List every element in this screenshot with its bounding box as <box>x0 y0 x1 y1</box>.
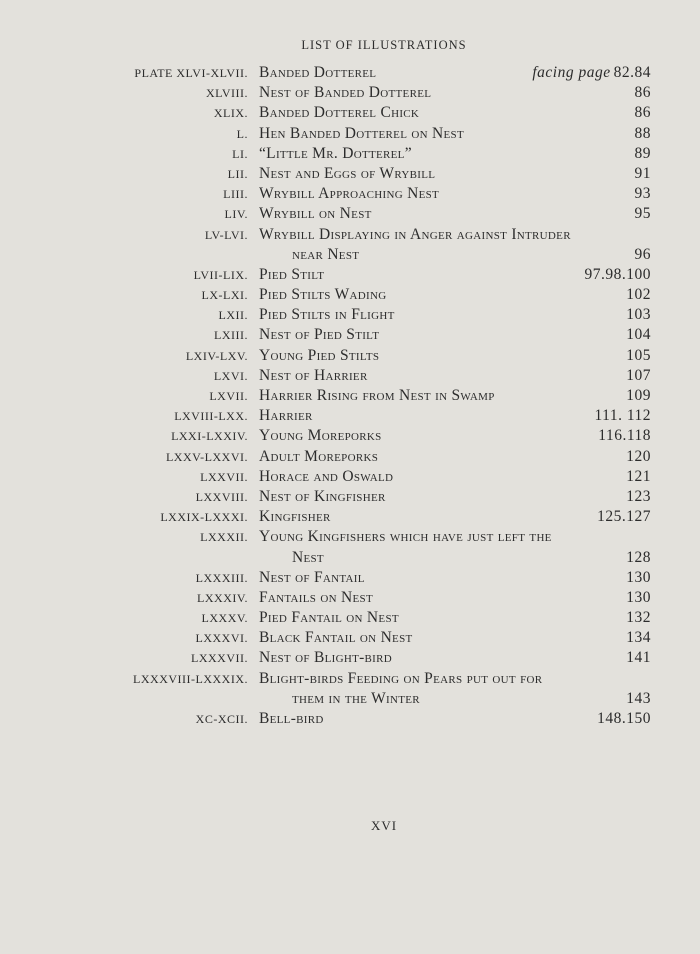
plate-number: LXXV-LXXVI. <box>165 449 248 464</box>
page-number-value: 141 <box>626 649 651 667</box>
page-number-value: 107 <box>626 366 651 384</box>
page-number-value: 132 <box>626 609 651 627</box>
page-number-value: 130 <box>626 568 651 586</box>
page-reference <box>598 427 651 445</box>
page-header: LIST OF ILLUSTRATIONS <box>301 38 467 52</box>
illustration-title: Nest of Harrier <box>259 366 368 384</box>
list-entry <box>0 165 700 185</box>
entry-line <box>0 448 700 468</box>
illustration-title: Adult Moreporks <box>259 447 379 465</box>
list-entry <box>0 710 700 730</box>
list-entry <box>0 306 700 326</box>
plate-number: LXXXVI. <box>195 631 248 646</box>
entry-line <box>0 226 700 246</box>
illustration-title: Pied Stilt <box>259 265 325 283</box>
page-number-value: 111. 112 <box>594 407 651 425</box>
page-reference <box>626 448 651 466</box>
plate-number: LXXXIV. <box>197 590 248 605</box>
entry-line <box>0 266 700 286</box>
page-number-value: 120 <box>626 447 651 465</box>
list-entry <box>0 528 700 568</box>
list-entry <box>0 649 700 669</box>
entry-line <box>0 710 700 730</box>
page-reference <box>626 286 651 304</box>
page-reference <box>626 488 651 506</box>
entry-line <box>0 306 700 326</box>
illustration-title: Horace and Oswald <box>259 467 394 485</box>
page-reference <box>594 407 651 425</box>
list-entry <box>0 488 700 508</box>
illustration-title: Nest of Kingfisher <box>259 487 386 505</box>
plate-number: LXXXVIII-LXXXIX. <box>133 671 248 686</box>
plate-number: LIII. <box>223 187 248 202</box>
illustration-title: Nest of Banded Dotterel <box>259 84 432 102</box>
facing-page-label: facing page <box>532 64 611 81</box>
entry-line <box>0 165 700 185</box>
page-number-value: 88 <box>634 124 651 142</box>
illustration-title: Nest <box>292 548 324 566</box>
plate-number: LXXI-LXXIV. <box>171 429 248 444</box>
list-entry <box>0 104 700 124</box>
plate-number: LXXVII. <box>200 469 248 484</box>
entry-line <box>0 286 700 306</box>
illustration-title: near Nest <box>292 245 360 263</box>
illustration-title: Young Kingfishers which have just left the <box>259 528 552 546</box>
page-number-value: 86 <box>634 84 651 102</box>
entry-line <box>0 670 700 690</box>
entry-line <box>0 528 700 548</box>
list-entry <box>0 387 700 407</box>
page-reference <box>626 690 651 708</box>
illustration-title: Nest of Pied Stilt <box>259 326 380 344</box>
page-reference <box>635 246 652 264</box>
illustration-title: Kingfisher <box>259 508 331 526</box>
list-entry <box>0 367 700 387</box>
page-reference <box>635 84 652 102</box>
plate-number: XLVIII. <box>205 86 248 101</box>
plate-number: XLIX. <box>213 106 248 121</box>
illustration-title: Nest of Blight-bird <box>259 649 393 667</box>
entry-line <box>0 326 700 346</box>
list-entry <box>0 670 700 710</box>
page-reference <box>635 185 652 203</box>
plate-number: LXXXIII. <box>195 570 248 585</box>
illustration-title: Pied Fantail on Nest <box>259 609 399 627</box>
page-number-value: 125.127 <box>597 508 651 526</box>
illustration-title: Banded Dotterel Chick <box>259 104 420 122</box>
plate-number: LXXVIII. <box>195 489 248 504</box>
plate-number: LXVIII-LXX. <box>174 409 248 424</box>
plate-number: LX-LXI. <box>201 288 248 303</box>
entry-line <box>0 427 700 447</box>
illustration-title: Bell-bird <box>259 710 324 727</box>
page-reference <box>626 347 651 365</box>
page-reference <box>635 145 652 163</box>
entry-line <box>0 185 700 205</box>
list-entry <box>0 205 700 225</box>
illustration-title: Black Fantail on Nest <box>259 629 413 647</box>
plate-number: LVII-LIX. <box>193 267 248 282</box>
entry-line <box>0 629 700 649</box>
page-number-value: 116.118 <box>598 427 651 445</box>
list-entry <box>0 226 700 266</box>
list-entry <box>0 125 700 145</box>
entry-line <box>0 145 700 165</box>
list-entry <box>0 266 700 286</box>
plate-number: LV-LVI. <box>204 227 248 242</box>
plate-number: LXXXII. <box>200 530 248 545</box>
plate-number: LXXIX-LXXXI. <box>160 510 248 525</box>
illustration-title: Hen Banded Dotterel on Nest <box>259 124 464 142</box>
illustration-title: “Little Mr. Dotterel” <box>259 144 412 162</box>
illustration-title: Young Pied Stilts <box>259 346 380 364</box>
list-entry <box>0 407 700 427</box>
page-number-value: 82.84 <box>613 64 651 81</box>
page-number-value: 96 <box>634 245 651 263</box>
page-reference <box>597 508 651 526</box>
list-entry <box>0 468 700 488</box>
page-number-value: 148.150 <box>597 710 651 727</box>
page-reference <box>626 609 651 627</box>
page-number-value: 128 <box>626 548 651 566</box>
list-entry <box>0 286 700 306</box>
entry-line <box>0 64 700 84</box>
plate-number: LXXXVII. <box>191 651 248 666</box>
list-entry <box>0 427 700 447</box>
entry-line <box>0 549 700 569</box>
list-entry <box>0 629 700 649</box>
page-number-value: 123 <box>626 487 651 505</box>
entry-line <box>0 468 700 488</box>
page-number-value: 91 <box>634 164 651 182</box>
page-number-value: 93 <box>634 185 651 203</box>
page-reference <box>626 569 651 587</box>
illustration-title: Fantails on Nest <box>259 588 373 606</box>
plate-number: LXIV-LXV. <box>185 348 248 363</box>
page-reference <box>635 165 652 183</box>
page-number-value: 109 <box>626 387 651 404</box>
page-reference <box>635 125 652 143</box>
page-reference <box>626 326 651 344</box>
list-entry <box>0 326 700 346</box>
page-reference <box>626 367 651 385</box>
illustration-title: Harrier Rising from Nest in Swamp <box>259 387 495 404</box>
list-entry <box>0 589 700 609</box>
page-reference <box>626 468 651 486</box>
list-entry <box>0 609 700 629</box>
illustration-title: Wrybill on Nest <box>259 205 372 223</box>
page-reference <box>626 549 651 567</box>
page-reference <box>626 629 651 647</box>
entry-line <box>0 488 700 508</box>
list-entry <box>0 185 700 205</box>
illustration-title: Young Moreporks <box>259 427 382 445</box>
entry-line <box>0 84 700 104</box>
page-number-value: 86 <box>634 104 651 122</box>
plate-number: LXII. <box>218 308 248 323</box>
page-reference <box>626 306 651 324</box>
entry-line <box>0 125 700 145</box>
plate-number: LII. <box>227 166 248 181</box>
plate-number: LIV. <box>224 207 248 222</box>
page-number-value: 89 <box>634 144 651 162</box>
illustrations-list <box>0 64 700 730</box>
entry-line <box>0 508 700 528</box>
illustration-title: Wrybill Displaying in Anger against Intruder <box>259 225 571 243</box>
illustration-title: Wrybill Approaching Nest <box>259 185 440 203</box>
page-reference <box>597 710 651 728</box>
list-entry <box>0 569 700 589</box>
plate-number: LXIII. <box>214 328 248 343</box>
page-reference <box>585 266 652 284</box>
illustration-title: Pied Stilts in Flight <box>259 306 395 324</box>
entry-line <box>0 609 700 629</box>
plate-number: LI. <box>232 146 248 161</box>
page-number-value: 134 <box>626 629 651 647</box>
page-number-value: 143 <box>626 689 651 707</box>
page-number-value: 105 <box>626 346 651 364</box>
plate-number: LXXXV. <box>201 611 248 626</box>
page-number-value: 97.98.100 <box>584 265 651 283</box>
page-number-value: 104 <box>626 326 651 344</box>
illustration-title: Nest and Eggs of Wrybill <box>259 164 436 182</box>
page-reference <box>626 387 651 405</box>
page-reference <box>626 649 651 667</box>
page-reference <box>635 104 652 122</box>
entry-line <box>0 649 700 669</box>
list-entry <box>0 347 700 367</box>
page-reference <box>635 205 652 223</box>
entry-line <box>0 367 700 387</box>
entry-line <box>0 690 700 710</box>
plate-number: XC-XCII. <box>195 712 248 726</box>
entry-line <box>0 347 700 367</box>
page-reference <box>626 589 651 607</box>
illustration-title: Banded Dotterel <box>259 64 377 81</box>
page-number: XVI <box>370 818 398 833</box>
list-entry <box>0 145 700 165</box>
illustration-title: Nest of Fantail <box>259 568 365 586</box>
page-number-value: 121 <box>626 467 651 485</box>
page-number-value: 102 <box>626 286 651 304</box>
plate-number: PLATE XLVI-XLVII. <box>134 66 248 80</box>
plate-number: LXVII. <box>209 389 248 403</box>
plate-number: LXVI. <box>213 368 248 383</box>
list-entry <box>0 448 700 468</box>
illustration-title: Blight-birds Feeding on Pears put out for <box>259 669 543 687</box>
illustration-title: Harrier <box>259 407 313 425</box>
page-number-value: 130 <box>626 588 651 606</box>
entry-line <box>0 104 700 124</box>
plate-number: L. <box>236 126 248 141</box>
entry-line <box>0 246 700 266</box>
list-entry <box>0 64 700 84</box>
page-number-value: 103 <box>626 306 651 324</box>
entry-line <box>0 569 700 589</box>
entry-line <box>0 387 700 407</box>
entry-line <box>0 589 700 609</box>
page-reference <box>532 64 651 82</box>
illustration-title: them in the Winter <box>292 689 420 707</box>
list-entry <box>0 84 700 104</box>
illustration-title: Pied Stilts Wading <box>259 286 387 304</box>
list-entry <box>0 508 700 528</box>
entry-line <box>0 205 700 225</box>
page-number-value: 95 <box>634 205 651 223</box>
entry-line <box>0 407 700 427</box>
